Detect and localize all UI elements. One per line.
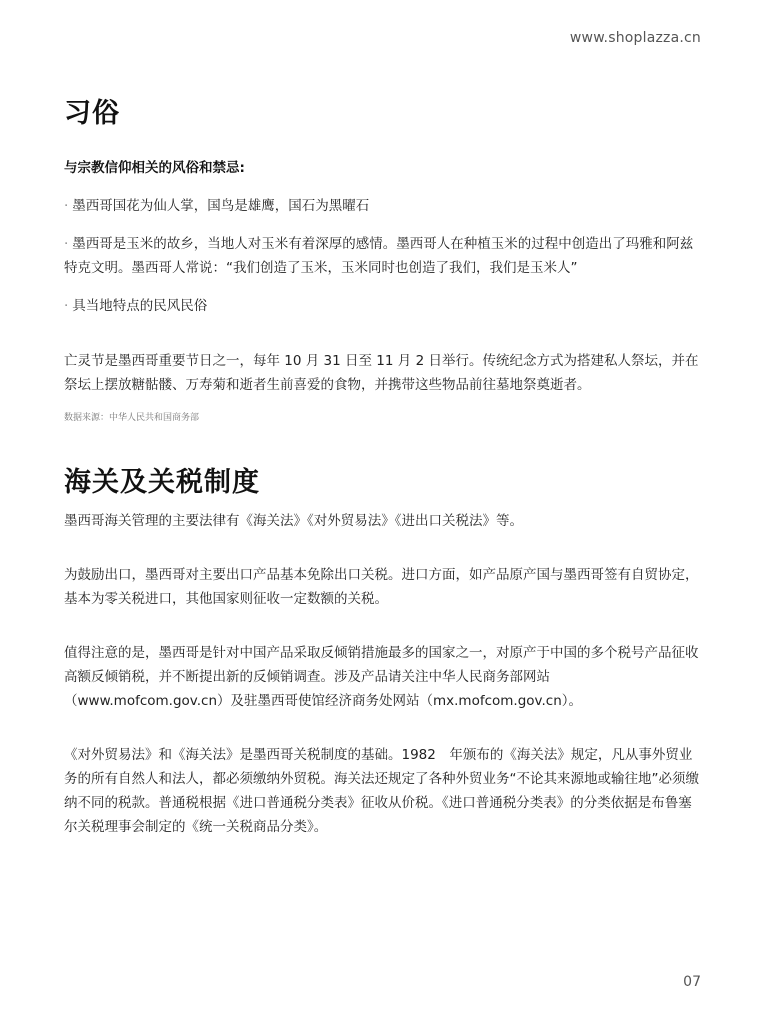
site-url: www.shoplazza.cn	[569, 30, 701, 46]
list-item	[64, 232, 702, 280]
day-of-dead-paragraph: 亡灵节是墨西哥重要节日之一，每年 10 月 31 日至 11 月 2 日举行。传统纪念方式为搭建私人祭坛，并在祭坛上摆放糖骷髅、万寿菊和逝者生前喜爱的食物，并携带这些物品前往墓地祭奠逝者。	[64, 353, 699, 393]
customs-section-title: 习俗	[64, 98, 120, 129]
bullet-text: 墨西哥国花为仙人掌，国鸟是雄鹰，国石为黑曜石	[72, 198, 370, 214]
export-tariff-paragraph: 为鼓励出口，墨西哥对主要出口产品基本免除出口关税。进口方面，如产品原产国与墨西哥签有自贸协定，基本为零关税进口，其他国家则征收一定数额的关税。	[64, 567, 699, 607]
source-note: 数据来源：中华人民共和国商务部	[64, 413, 200, 423]
anti-dumping-paragraph: 值得注意的是，墨西哥是针对中国产品采取反倾销措施最多的国家之一，对原产于中国的多个税号产品征收高额反倾销税，并不断提出新的反倾销调查。涉及产品请关注中华人民商务部网站（www.mofcom.gov.cn）及驻墨西哥使馆经济商务处网站（mx.mofcom.gov.cn）。	[64, 645, 699, 709]
bullet-text: 具当地特点的民风民俗	[72, 298, 208, 314]
customs-law-paragraph: 墨西哥海关管理的主要法律有《海关法》《对外贸易法》《进出口关税法》等。	[64, 513, 523, 529]
page-number: 07	[683, 974, 701, 990]
list-item	[64, 294, 702, 318]
page-content	[64, 94, 702, 839]
religion-customs-subheading: 与宗教信仰相关的风俗和禁忌:	[64, 160, 245, 176]
list-item	[64, 194, 702, 218]
tariff-system-paragraph: 《对外贸易法》和《海关法》是墨西哥关税制度的基础。1982 年颁布的《海关法》规定，凡从事外贸业务的所有自然人和法人，都必须缴纳外贸税。海关法还规定了各种外贸业务“不论其来源地或输往地”必须缴纳不同的税款。普通税根据《进口普通税分类表》征收从价税。《进口普通税分类表》的分类依据是布鲁塞尔关税理事会制定的《统一关税商品分类》。	[64, 747, 699, 835]
bullet-icon: ·	[64, 198, 69, 214]
customs-bullet-list	[64, 194, 702, 318]
tariff-section-title: 海关及关税制度	[64, 467, 260, 498]
bullet-icon: ·	[64, 236, 69, 252]
bullet-icon: ·	[64, 298, 69, 314]
bullet-text: 墨西哥是玉米的故乡，当地人对玉米有着深厚的感情。墨西哥人在种植玉米的过程中创造出了玛雅和阿兹特克文明。墨西哥人常说：“我们创造了玉米，玉米同时也创造了我们，我们是玉米人”	[64, 236, 694, 276]
